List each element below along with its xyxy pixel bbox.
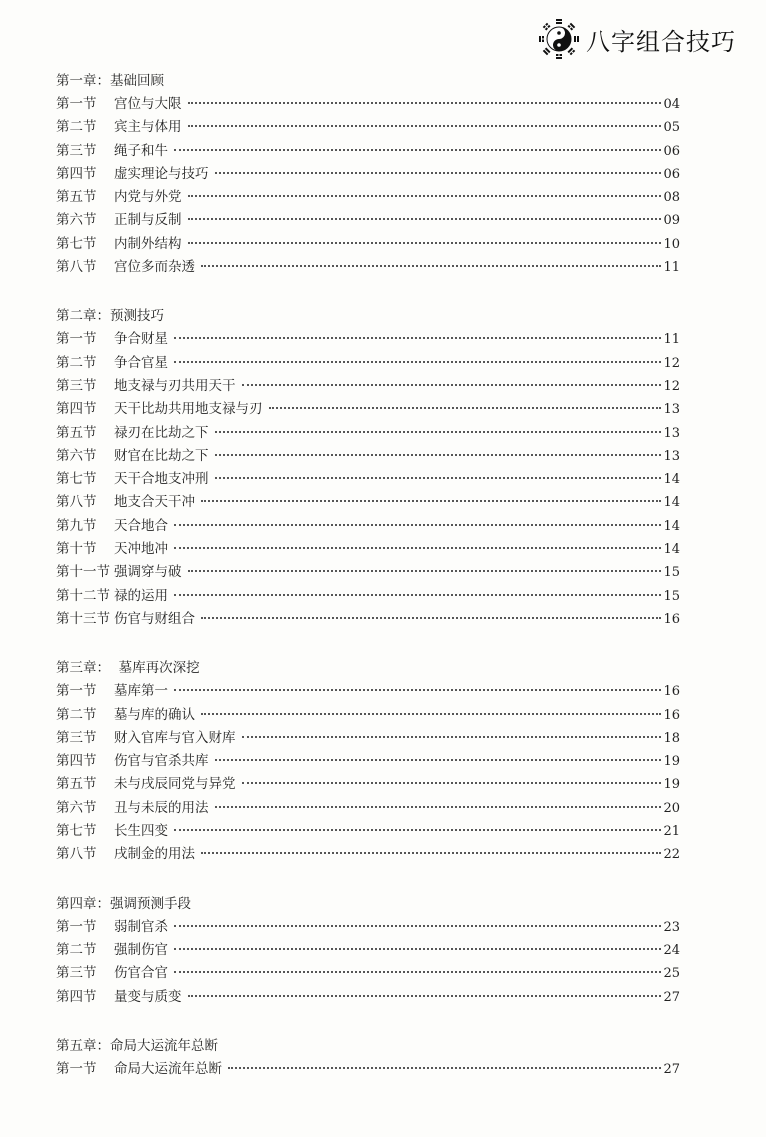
- page-number: 16: [663, 684, 680, 700]
- section-title: 天合地合: [114, 517, 168, 534]
- section-title: 命局大运流年总断: [114, 1060, 222, 1077]
- section-number: 第二节: [56, 119, 97, 136]
- page-number: 14: [663, 518, 680, 534]
- chapter-title: 第三章： 墓库再次深挖: [56, 660, 200, 677]
- section-title: 戌制金的用法: [114, 846, 195, 863]
- dot-leader: [215, 454, 662, 456]
- toc-entry[interactable]: [56, 186, 680, 209]
- section-number: 第十三节: [56, 610, 110, 627]
- section-number: 第一节: [56, 331, 97, 348]
- toc-entry[interactable]: [56, 608, 680, 631]
- page-number: 20: [663, 800, 680, 816]
- page-number: 15: [663, 565, 680, 581]
- page-number: 11: [663, 260, 680, 276]
- dot-leader: [174, 524, 661, 526]
- dot-leader: [201, 617, 661, 619]
- dot-leader: [174, 925, 661, 927]
- section-number: 第三节: [56, 142, 97, 159]
- section-title: 正制与反制: [114, 212, 182, 229]
- section-number: 第二节: [56, 941, 97, 958]
- page-number: 13: [663, 402, 680, 418]
- dot-leader: [215, 806, 662, 808]
- section-title: 宫位与大限: [114, 96, 182, 112]
- page-number: 05: [663, 120, 680, 136]
- page-number: 16: [663, 611, 680, 627]
- section-title: 宾主与体用: [114, 119, 182, 136]
- page-number: 19: [663, 777, 680, 793]
- page-number: 14: [663, 495, 680, 511]
- section-title: 宫位多而杂透: [114, 259, 195, 276]
- section-title: 长生四变: [114, 823, 168, 840]
- section-title: 天干合地支冲刑: [114, 471, 209, 488]
- section-title: 财入官库与官入财库: [114, 729, 236, 746]
- section-title: 地支禄与刃共用天干: [114, 377, 236, 394]
- toc-entry[interactable]: [56, 209, 680, 232]
- section-number: 第三节: [56, 965, 97, 982]
- chapter-5: [56, 1035, 680, 1081]
- section-title: 禄的运用: [114, 587, 168, 604]
- section-title: 天干比劫共用地支禄与刃: [114, 401, 263, 418]
- dot-leader: [174, 337, 661, 339]
- section-title: 内制外结构: [114, 235, 182, 252]
- toc-entry[interactable]: [56, 939, 680, 962]
- dot-leader: [201, 713, 661, 715]
- toc-entry[interactable]: [56, 233, 680, 256]
- page-number: 23: [663, 919, 680, 935]
- dot-leader: [188, 218, 662, 220]
- page-number: 25: [663, 966, 680, 982]
- dot-leader: [188, 102, 662, 104]
- page-number: 13: [663, 425, 680, 441]
- section-number: 第七节: [56, 823, 97, 840]
- section-number: 第六节: [56, 212, 97, 229]
- toc-entry[interactable]: [56, 93, 680, 116]
- section-number: 第五节: [56, 424, 97, 441]
- page-number: 12: [663, 355, 680, 371]
- toc-entry[interactable]: [56, 916, 680, 939]
- section-title: 墓与库的确认: [114, 706, 195, 723]
- dot-leader: [215, 759, 662, 761]
- section-number: 第六节: [56, 447, 97, 464]
- section-number: 第四节: [56, 753, 97, 770]
- toc-entry[interactable]: [56, 445, 680, 468]
- dot-leader: [228, 1067, 661, 1069]
- dot-leader: [174, 689, 661, 691]
- toc-entry[interactable]: [56, 962, 680, 985]
- section-number: 第三节: [56, 377, 97, 394]
- dot-leader: [215, 477, 662, 479]
- section-number: 第八节: [56, 259, 97, 276]
- dot-leader: [201, 500, 661, 502]
- section-number: 第七节: [56, 235, 97, 252]
- toc-entry[interactable]: [56, 256, 680, 279]
- section-title: 内党与外党: [114, 189, 182, 206]
- table-of-contents: [56, 70, 680, 1107]
- page-number: 18: [663, 730, 680, 746]
- toc-entry[interactable]: [56, 515, 680, 538]
- toc-entry[interactable]: [56, 680, 680, 703]
- toc-entry[interactable]: [56, 704, 680, 727]
- dot-leader: [188, 125, 662, 127]
- dot-leader: [188, 995, 662, 997]
- dot-leader: [174, 361, 661, 363]
- section-title: 未与戌辰同党与异党: [114, 776, 236, 793]
- section-number: 第七节: [56, 471, 97, 488]
- toc-entry[interactable]: [56, 561, 680, 584]
- toc-entry[interactable]: [56, 116, 680, 139]
- section-title: 天冲地冲: [114, 541, 168, 558]
- toc-entry[interactable]: [56, 750, 680, 773]
- section-title: 强调穿与破: [114, 564, 182, 581]
- toc-entry[interactable]: [56, 398, 680, 421]
- toc-entry[interactable]: [56, 140, 680, 163]
- dot-leader: [188, 570, 662, 572]
- dot-leader: [242, 384, 662, 386]
- section-number: 第三节: [56, 729, 97, 746]
- toc-entry[interactable]: [56, 1058, 680, 1081]
- section-number: 第九节: [56, 517, 97, 534]
- page-number: 12: [663, 378, 680, 394]
- toc-entry[interactable]: [56, 843, 680, 866]
- toc-entry[interactable]: [56, 491, 680, 514]
- toc-entry[interactable]: [56, 538, 680, 561]
- dot-leader: [188, 242, 662, 244]
- section-number: 第一节: [56, 1060, 97, 1077]
- dot-leader: [174, 948, 661, 950]
- section-title: 虚实理论与技巧: [114, 165, 209, 182]
- section-number: 第十一节: [56, 564, 110, 581]
- toc-entry[interactable]: [56, 773, 680, 796]
- section-number: 第六节: [56, 799, 97, 816]
- section-title: 地支合天干冲: [114, 494, 195, 511]
- toc-entry[interactable]: [56, 468, 680, 491]
- page-number: 04: [663, 97, 680, 112]
- section-number: 第十节: [56, 541, 97, 558]
- dot-leader: [174, 829, 661, 831]
- book-title: 八字组合技巧: [586, 27, 736, 56]
- page-number: 27: [663, 1061, 680, 1077]
- chapter-1: [56, 70, 680, 279]
- dot-leader: [215, 431, 662, 433]
- chapter-3: [56, 657, 680, 866]
- dot-leader: [174, 971, 661, 973]
- page-number: 19: [663, 754, 680, 770]
- dot-leader: [269, 407, 662, 409]
- section-number: 第五节: [56, 189, 97, 206]
- section-number: 第一节: [56, 96, 97, 112]
- page-number: 15: [663, 588, 680, 604]
- dot-leader: [201, 265, 661, 267]
- section-number: 第二节: [56, 706, 97, 723]
- chapter-4: [56, 893, 680, 1009]
- page-number: 14: [663, 472, 680, 488]
- section-number: 第二节: [56, 354, 97, 371]
- section-title: 弱制官杀: [114, 918, 168, 935]
- dot-leader: [174, 594, 661, 596]
- page-header: [538, 18, 736, 60]
- page-number: 21: [663, 824, 680, 840]
- page-number: 14: [663, 542, 680, 558]
- chapter-title: 第一章：基础回顾: [56, 73, 164, 89]
- toc-entry[interactable]: [56, 163, 680, 186]
- dot-leader: [201, 852, 661, 854]
- section-title: 墓库第一: [114, 683, 168, 700]
- chapter-title: 第五章：命局大运流年总断: [56, 1037, 218, 1054]
- section-number: 第五节: [56, 776, 97, 793]
- page-number: 09: [663, 213, 680, 229]
- section-title: 争合财星: [114, 331, 168, 348]
- section-title: 伤官合官: [114, 965, 168, 982]
- toc-entry[interactable]: [56, 422, 680, 445]
- section-title: 绳子和牛: [114, 142, 168, 159]
- chapter-2: [56, 305, 680, 631]
- section-title: 量变与质变: [114, 988, 182, 1005]
- page-number: 06: [663, 166, 680, 182]
- toc-entry[interactable]: [56, 727, 680, 750]
- chapter-title: 第四章：强调预测手段: [56, 895, 191, 912]
- page-number: 13: [663, 448, 680, 464]
- toc-entry[interactable]: [56, 585, 680, 608]
- dot-leader: [242, 782, 662, 784]
- toc-entry[interactable]: [56, 820, 680, 843]
- section-title: 伤官与财组合: [114, 610, 195, 627]
- page-number: 11: [663, 332, 680, 348]
- toc-entry[interactable]: [56, 352, 680, 375]
- dot-leader: [215, 172, 662, 174]
- section-number: 第一节: [56, 683, 97, 700]
- toc-entry[interactable]: [56, 375, 680, 398]
- page-number: 08: [663, 190, 680, 206]
- section-number: 第四节: [56, 165, 97, 182]
- dot-leader: [174, 547, 661, 549]
- page-number: 27: [663, 989, 680, 1005]
- section-title: 丑与未辰的用法: [114, 799, 209, 816]
- yin-yang-bagua-icon: [538, 18, 580, 60]
- section-title: 争合官星: [114, 354, 168, 371]
- dot-leader: [174, 149, 661, 151]
- page-number: 24: [663, 942, 680, 958]
- section-number: 第四节: [56, 988, 97, 1005]
- page-number: 16: [663, 707, 680, 723]
- page-number: 10: [663, 236, 680, 252]
- section-title: 伤官与官杀共库: [114, 753, 209, 770]
- toc-entry[interactable]: [56, 986, 680, 1009]
- dot-leader: [242, 736, 662, 738]
- section-number: 第一节: [56, 918, 97, 935]
- page-number: 22: [663, 847, 680, 863]
- page-number: 06: [663, 143, 680, 159]
- section-title: 财官在比劫之下: [114, 447, 209, 464]
- section-title: 禄刃在比劫之下: [114, 424, 209, 441]
- toc-entry[interactable]: [56, 797, 680, 820]
- chapter-title: 第二章：预测技巧: [56, 308, 164, 325]
- toc-entry[interactable]: [56, 328, 680, 351]
- section-title: 强制伤官: [114, 941, 168, 958]
- dot-leader: [188, 195, 662, 197]
- section-number: 第八节: [56, 494, 97, 511]
- section-number: 第十二节: [56, 587, 110, 604]
- section-number: 第四节: [56, 401, 97, 418]
- section-number: 第八节: [56, 846, 97, 863]
